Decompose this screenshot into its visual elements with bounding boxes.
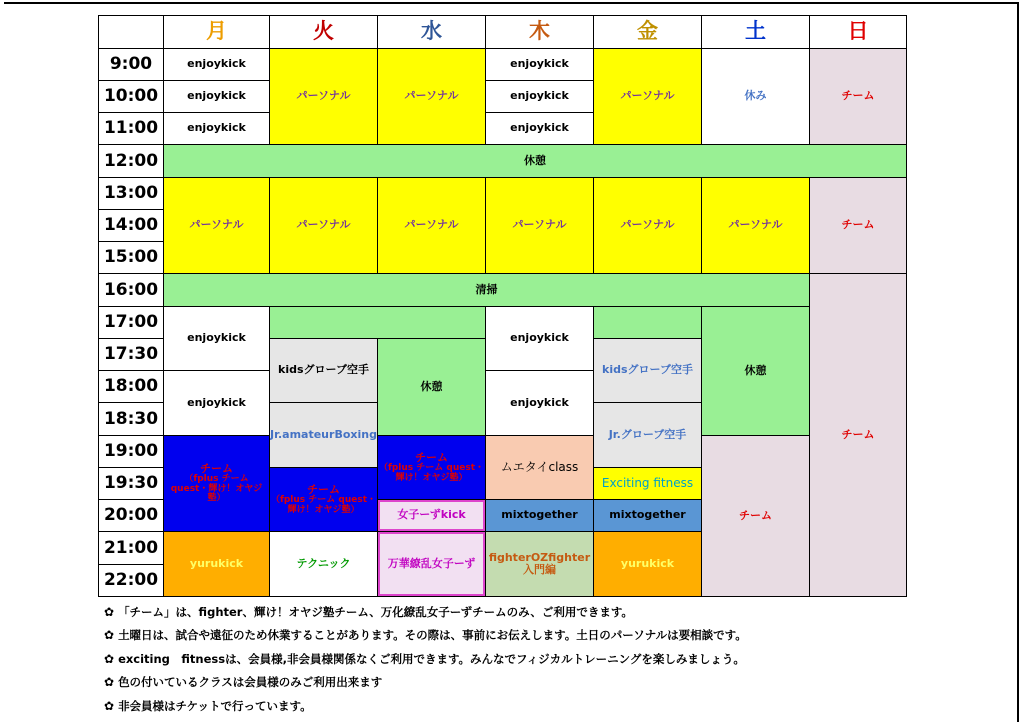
class-cell-wed-personal-pm: パーソナル xyxy=(378,178,486,274)
note-text: 色の付いているクラスは会員様のみご利用出来ます xyxy=(118,675,383,690)
class-cell-tue-boxing: Jr.amateurBoxing xyxy=(270,403,378,468)
break-cell-tue-wed xyxy=(270,307,486,339)
team-subtitle: （fplus チーム quest・輝け！オヤジ塾） xyxy=(270,494,377,515)
day-header-sun: 日 xyxy=(810,16,907,49)
day-header-sat: 土 xyxy=(702,16,810,49)
class-cell-thu-1700: enjoykick xyxy=(486,307,594,371)
break-row: 休憩 xyxy=(164,145,907,178)
time-label: 12:00 xyxy=(99,145,164,178)
note-text: 非会員様はチケットで行っています。 xyxy=(118,698,312,713)
note-item xyxy=(104,694,1004,718)
cleaning-row: 清掃 xyxy=(164,274,810,307)
class-cell-fri-mix: mixtogether xyxy=(594,500,702,532)
class-cell-fri-jr: Jr.グローブ空手 xyxy=(594,403,702,468)
class-cell-tue-technique: テクニック xyxy=(270,532,378,597)
class-cell-thu-mix: mixtogether xyxy=(486,500,594,532)
day-header-thu: 木 xyxy=(486,16,594,49)
day-header-tue: 火 xyxy=(270,16,378,49)
class-cell-mon-1000: enjoykick xyxy=(164,81,270,113)
note-item xyxy=(104,647,1004,671)
team-subtitle: （fplus チーム quest・輝け！オヤジ塾） xyxy=(170,473,263,504)
class-cell-wed-joshi: 女子ーずkick xyxy=(378,500,486,532)
class-cell-tue-personal: パーソナル xyxy=(270,49,378,145)
flower-icon: ✿ xyxy=(104,698,115,713)
time-label: 15:00 xyxy=(99,242,164,274)
time-label: 10:00 xyxy=(99,81,164,113)
time-label: 17:00 xyxy=(99,307,164,339)
class-cell-sat-personal-pm: パーソナル xyxy=(702,178,810,274)
class-cell-sun-team-evening: チーム xyxy=(810,274,907,597)
time-label: 19:30 xyxy=(99,468,164,500)
class-cell-thu-personal-pm: パーソナル xyxy=(486,178,594,274)
note-text: exciting fitnessは、会員様,非会員様関係なくご利用できます。みんなでフィジカルトレーニングを楽しみましょう。 xyxy=(118,651,745,666)
class-cell-sat-team: チーム xyxy=(702,436,810,597)
class-cell-wed-break: 休憩 xyxy=(378,339,486,436)
class-cell-thu-1000: enjoykick xyxy=(486,81,594,113)
class-cell-mon-1700: enjoykick xyxy=(164,307,270,371)
class-cell-thu-1800: enjoykick xyxy=(486,371,594,436)
class-cell-thu-1100: enjoykick xyxy=(486,113,594,145)
class-cell-tue-kids: kidsグローブ空手 xyxy=(270,339,378,403)
time-label: 17:30 xyxy=(99,339,164,371)
class-cell-thu-muaythai: ムエタイclass xyxy=(486,436,594,500)
class-cell-fri-personal-pm: パーソナル xyxy=(594,178,702,274)
class-cell-tue-team xyxy=(270,468,378,532)
time-label: 19:00 xyxy=(99,436,164,468)
flower-icon: ✿ xyxy=(104,604,115,619)
team-title: チーム xyxy=(200,461,233,475)
class-cell-wed-personal: パーソナル xyxy=(378,49,486,145)
day-header-wed: 水 xyxy=(378,16,486,49)
class-cell-mon-team xyxy=(164,436,270,532)
schedule-table xyxy=(98,15,907,597)
flower-icon: ✿ xyxy=(104,675,115,690)
note-text: 「チーム」は、fighter、輝け！オヤジ塾チーム、万化繚乱女子ーずチームのみ、ご利用できます。 xyxy=(118,604,633,619)
time-label: 14:00 xyxy=(99,210,164,242)
class-cell-sun-team-pm: チーム xyxy=(810,178,907,274)
class-cell-mon-0900: enjoykick xyxy=(164,49,270,81)
class-cell-fri-personal: パーソナル xyxy=(594,49,702,145)
note-item xyxy=(104,671,1004,695)
break-cell-fri xyxy=(594,307,702,339)
time-label: 9:00 xyxy=(99,49,164,81)
class-cell-sat-closed: 休み xyxy=(702,49,810,145)
class-cell-mon-personal: パーソナル xyxy=(164,178,270,274)
class-cell-mon-yurukick: yurukick xyxy=(164,532,270,597)
time-label: 18:00 xyxy=(99,371,164,403)
time-label: 22:00 xyxy=(99,565,164,597)
class-cell-mon-1800: enjoykick xyxy=(164,371,270,436)
note-item xyxy=(104,600,1004,624)
day-header-mon: 月 xyxy=(164,16,270,49)
time-label: 20:00 xyxy=(99,500,164,532)
team-title: チーム xyxy=(307,482,340,496)
note-item xyxy=(104,624,1004,648)
class-cell-mon-1100: enjoykick xyxy=(164,113,270,145)
class-cell-fri-kids: kidsグローブ空手 xyxy=(594,339,702,403)
time-label: 16:00 xyxy=(99,274,164,307)
class-cell-wed-team xyxy=(378,436,486,500)
class-cell-thu-fighter: fighterOZfighter 入門編 xyxy=(486,532,594,597)
notes-section xyxy=(104,600,1004,718)
time-label: 13:00 xyxy=(99,178,164,210)
class-cell-sat-break: 休憩 xyxy=(702,307,810,436)
team-title: チーム xyxy=(415,450,448,464)
corner-cell xyxy=(99,16,164,49)
flower-icon: ✿ xyxy=(104,651,115,666)
class-cell-tue-personal-pm: パーソナル xyxy=(270,178,378,274)
team-subtitle: （fplus チーム quest・輝け！オヤジ塾） xyxy=(378,462,485,483)
time-label: 11:00 xyxy=(99,113,164,145)
class-cell-thu-0900: enjoykick xyxy=(486,49,594,81)
class-cell-sun-team: チーム xyxy=(810,49,907,145)
flower-icon: ✿ xyxy=(104,628,115,643)
time-label: 21:00 xyxy=(99,532,164,565)
time-label: 18:30 xyxy=(99,403,164,436)
day-header-fri: 金 xyxy=(594,16,702,49)
class-cell-fri-exciting: Exciting fitness xyxy=(594,468,702,500)
note-text: 土曜日は、試合や遠征のため休業することがあります。その際は、事前にお伝えします。土日のパーソナルは要相談です。 xyxy=(118,628,747,643)
class-cell-fri-yurukick: yurukick xyxy=(594,532,702,597)
class-cell-wed-banka: 万華繚乱女子ーず xyxy=(378,532,486,597)
